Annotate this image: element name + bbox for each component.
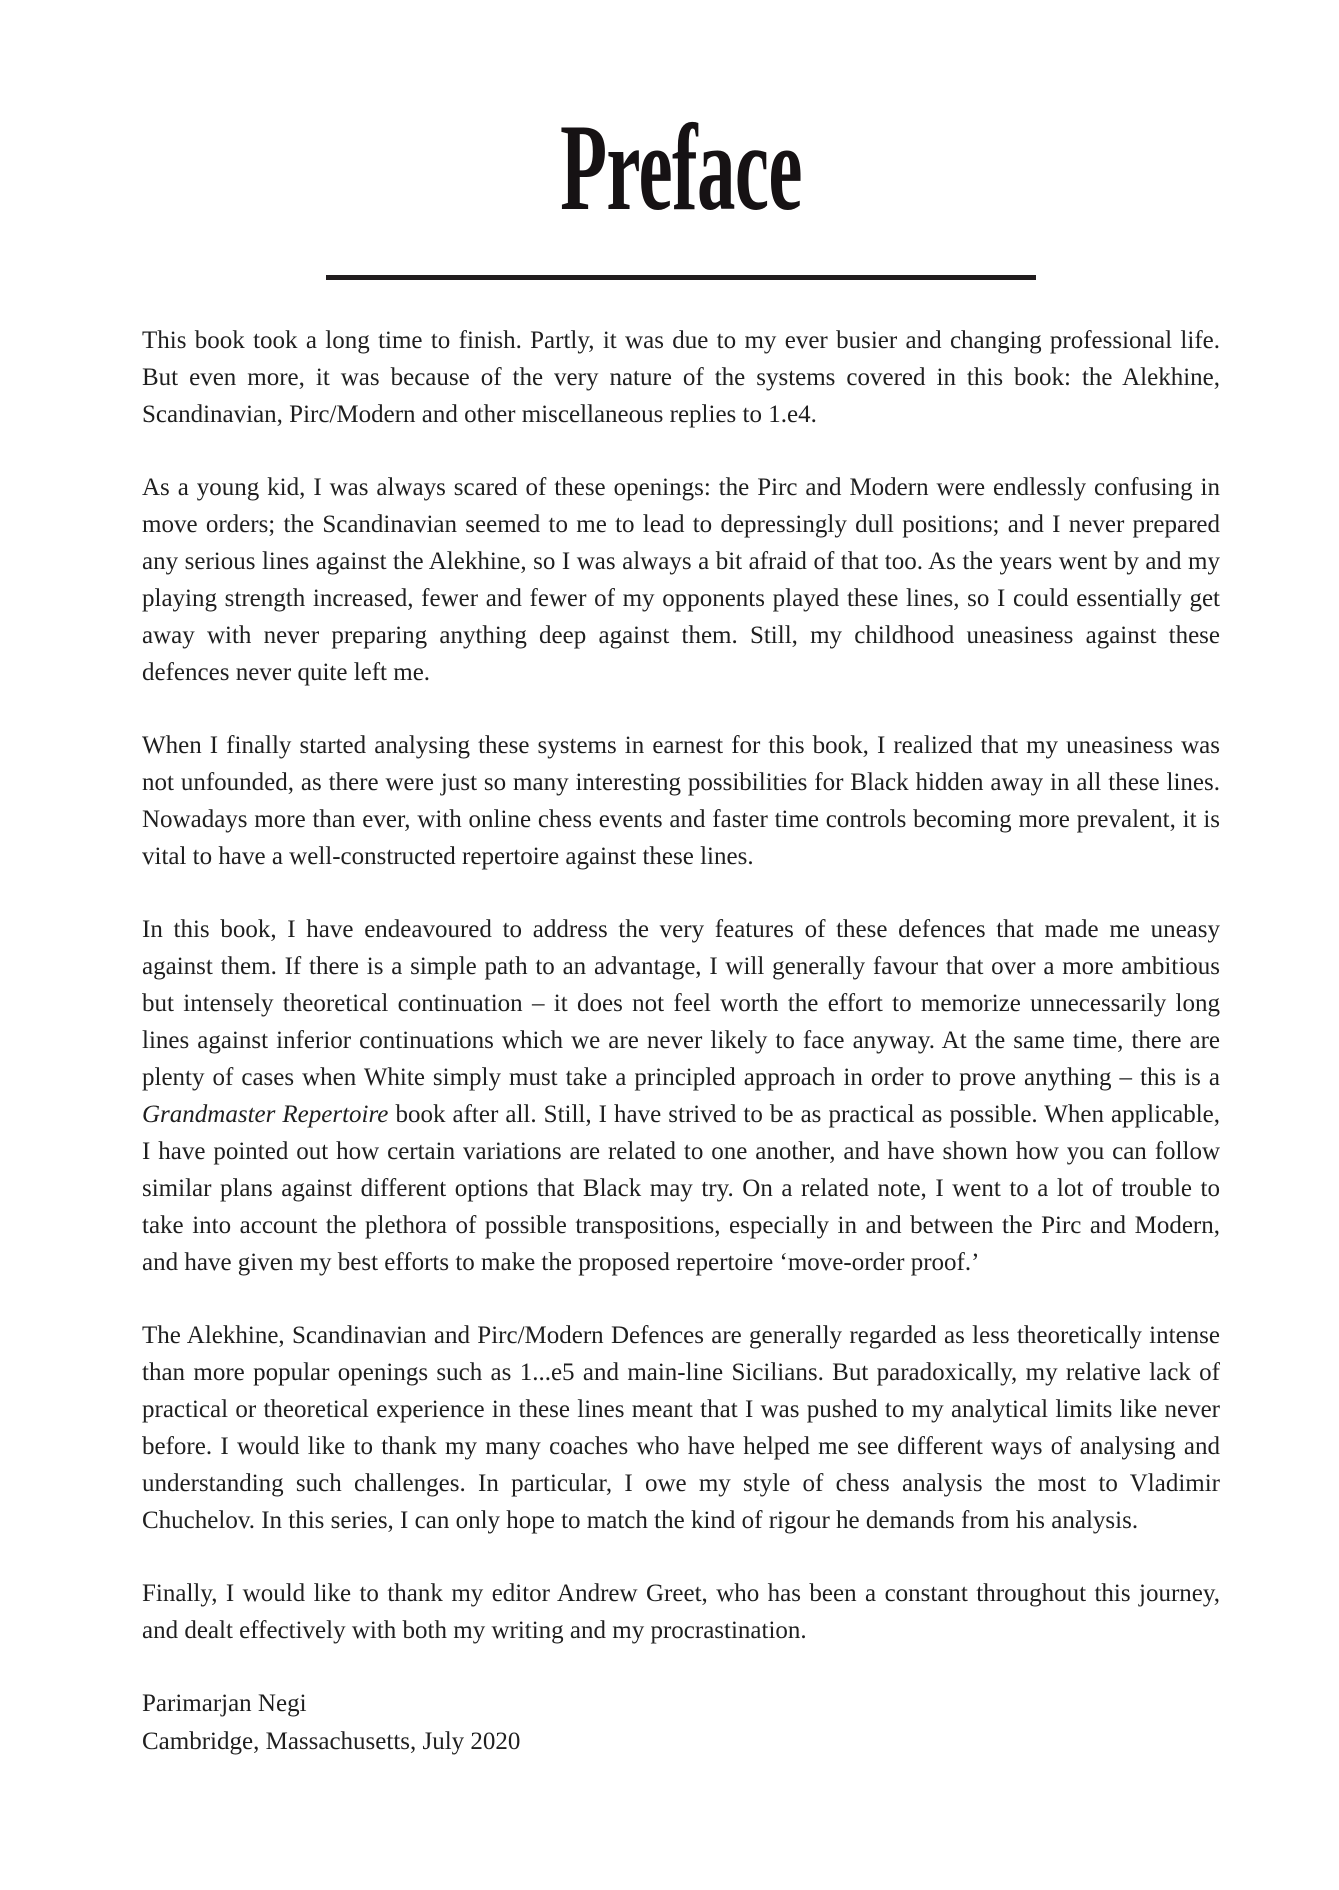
page-title-text: Preface [560, 99, 802, 236]
paragraph-5: The Alekhine, Scandinavian and Pirc/Modern Defences are generally regarded as less theoretically intense than more popular openings such as 1...e5 and main-line Sicilians. But paradoxically, my relative lack of practical or theoretical experience in these lines meant that I was pushed to my analytical limits like never before. I would like to thank my many coaches who have helped me see different ways of analysing and understanding such challenges. In particular, I owe my style of chess analysis the most to Vladimir Chuchelov. In this series, I can only hope to match the kind of rigour he demands from his analysis. [142, 1322, 1220, 1534]
title-rule [326, 275, 1036, 280]
paragraph-2: As a young kid, I was always scared of these openings: the Pirc and Modern were endlessly confusing in move orders; the Scandinavian seemed to me to lead to depressingly dull positions; and I never prepared any serious lines against the Alekhine, so I was always a bit afraid of that too. As the years went by and my playing strength increased, fewer and fewer of my opponents played these lines, so I could essentially get away with never preparing anything deep against them. Still, my childhood uneasiness against these defences never quite left me. [142, 474, 1220, 686]
signature-place-date: Cambridge, Massachusetts, July 2020 [142, 1728, 521, 1755]
paragraph-3: When I finally started analysing these systems in earnest for this book, I realized that my uneasiness was not unfounded, as there were just so many interesting possibilities for Black hidden away in all these lines. Nowadays more than ever, with online chess events and faster time controls becoming more prevalent, it is vital to have a well-constructed repertoire against these lines. [142, 732, 1220, 870]
paragraph-4 [142, 911, 1220, 1281]
paragraph-6: Finally, I would like to thank my editor Andrew Greet, who has been a constant throughout this journey, and dealt effectively with both my writing and my procrastination. [142, 1580, 1220, 1644]
series-title-italic: Grandmaster Repertoire [142, 1101, 389, 1128]
signature-block [142, 1685, 1220, 1761]
paragraph-4-text-after-italic: book after all. Still, I have strived to be as practical as possible. When applicable, I have pointed out how certain variations are related to one another, and have shown how you can follow similar plans against different options that Black may try. On a related note, I went to a lot of trouble to take into account the plethora of possible transpositions, especially in and between the Pirc and Modern, and have given my best efforts to make the proposed repertoire ‘move-order proof.’ [142, 1101, 1220, 1276]
preface-body [142, 322, 1220, 1761]
author-name: Parimarjan Negi [142, 1690, 307, 1717]
paragraph-1: This book took a long time to finish. Partly, it was due to my ever busier and changing professional life. But even more, it was because of the very nature of the systems covered in this book: the Alekhine, Scandinavian, Pirc/Modern and other miscellaneous replies to 1.e4. [142, 327, 1220, 428]
page-title [142, 99, 1220, 236]
paragraph-4-text-before-italic: In this book, I have endeavoured to address the very features of these defences that made me uneasy against them. If there is a simple path to an advantage, I will generally favour that over a more ambitious but intensely theoretical continuation – it does not feel worth the effort to memorize unnecessarily long lines against inferior continuations which we are never likely to face anyway. At the same time, there are plenty of cases when White simply must take a principled approach in order to prove anything – this is a [142, 916, 1220, 1091]
